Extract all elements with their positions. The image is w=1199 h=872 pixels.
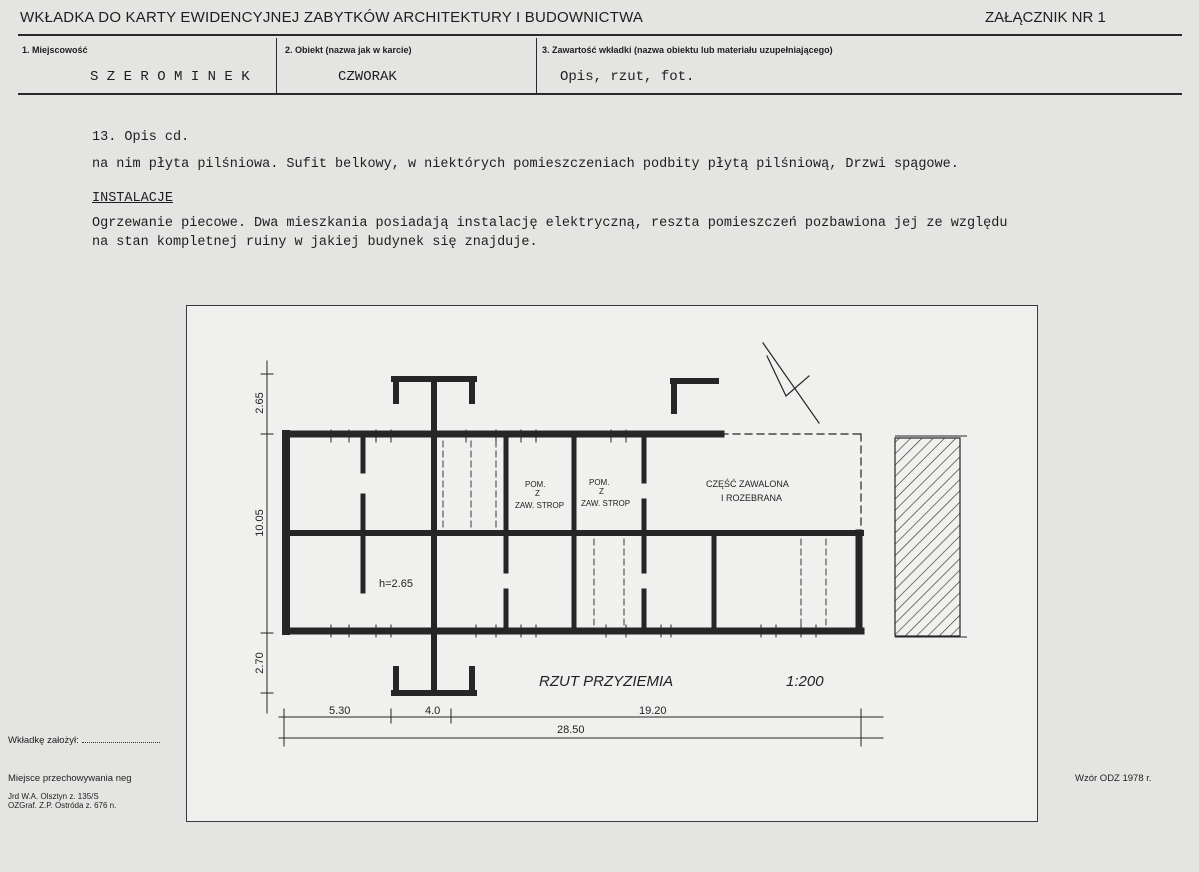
storage-label: Miejsce przechowywania neg [8, 773, 132, 784]
fields-rule [18, 93, 1182, 95]
dim-b: 4.0 [425, 705, 441, 717]
description-line-1: na nim płyta pilśniowa. Sufit belkowy, w niektórych pomieszczeniach podbity płytą pilśniową, Drzwi spągowe. [92, 157, 959, 172]
description-line-2: Ogrzewanie piecowe. Dwa mieszkania posiadają instalację elektryczną, reszta pomieszczeń pozbawiona jej ze względu [92, 216, 1008, 231]
description-line-3: na stan kompletnej ruiny w jakiej budynek się znajduje. [92, 235, 538, 250]
room1-label-2: Z [535, 489, 540, 498]
north-arrow [763, 343, 819, 423]
adjacent-building-hatch [895, 438, 960, 636]
collapsed-label-2: I ROZEBRANA [721, 493, 783, 503]
field-object-label: 2. Obiekt (nazwa jak w karcie) [285, 45, 412, 55]
field-content-label: 3. Zawartość wkładki (nazwa obiektu lub materiału uzupełniającego) [542, 45, 833, 55]
form-template: Wzór ODZ 1978 r. [1075, 773, 1152, 784]
room2-label-3: ZAW. STROP [581, 499, 631, 508]
field-content-value: Opis, rzut, fot. [560, 69, 695, 85]
dim-mid: 10.05 [254, 509, 266, 537]
section-heading: 13. Opis cd. [92, 130, 190, 145]
dim-c: 19.20 [639, 705, 667, 717]
room1-label-3: ZAW. STROP [515, 501, 565, 510]
printer-line-2: OZGraf. Z.P. Ostróda z. 676 n. [8, 801, 117, 810]
dim-total-label: 28.50 [557, 724, 585, 736]
field-divider-2 [536, 38, 537, 95]
form-title: WKŁADKA DO KARTY EWIDENCYJNEJ ZABYTKÓW ARCHITEKTURY I BUDOWNICTWA [20, 9, 644, 26]
header-rule [18, 34, 1182, 36]
room2-label-2: Z [599, 487, 604, 496]
printer-line-1: Jrd W.A. Olsztyn z. 135/S [8, 792, 99, 801]
room-height: h=2.65 [379, 578, 413, 590]
floor-plan-frame [186, 305, 1038, 822]
made-by-label: Wkładkę założył: [8, 735, 160, 746]
attachment-number: ZAŁĄCZNIK NR 1 [985, 9, 1106, 26]
installations-heading: INSTALACJE [92, 191, 174, 206]
field-locality-value: S Z E R O M I N E K [90, 69, 250, 85]
collapsed-label-1: CZĘŚĆ ZAWALONA [706, 479, 789, 489]
plan-title: RZUT PRZYZIEMIA [539, 673, 674, 690]
dim-bot: 2.70 [254, 652, 266, 674]
field-object-value: CZWORAK [338, 69, 397, 85]
field-locality-label: 1. Miejscowość [22, 45, 88, 55]
plan-scale: 1:200 [786, 673, 824, 690]
room1-label-1: POM. [525, 480, 546, 489]
floor-plan [187, 306, 1037, 821]
dim-top: 2.65 [254, 392, 266, 414]
field-divider-1 [276, 38, 277, 95]
room2-label-1: POM. [589, 478, 610, 487]
dim-a: 5.30 [329, 705, 351, 717]
